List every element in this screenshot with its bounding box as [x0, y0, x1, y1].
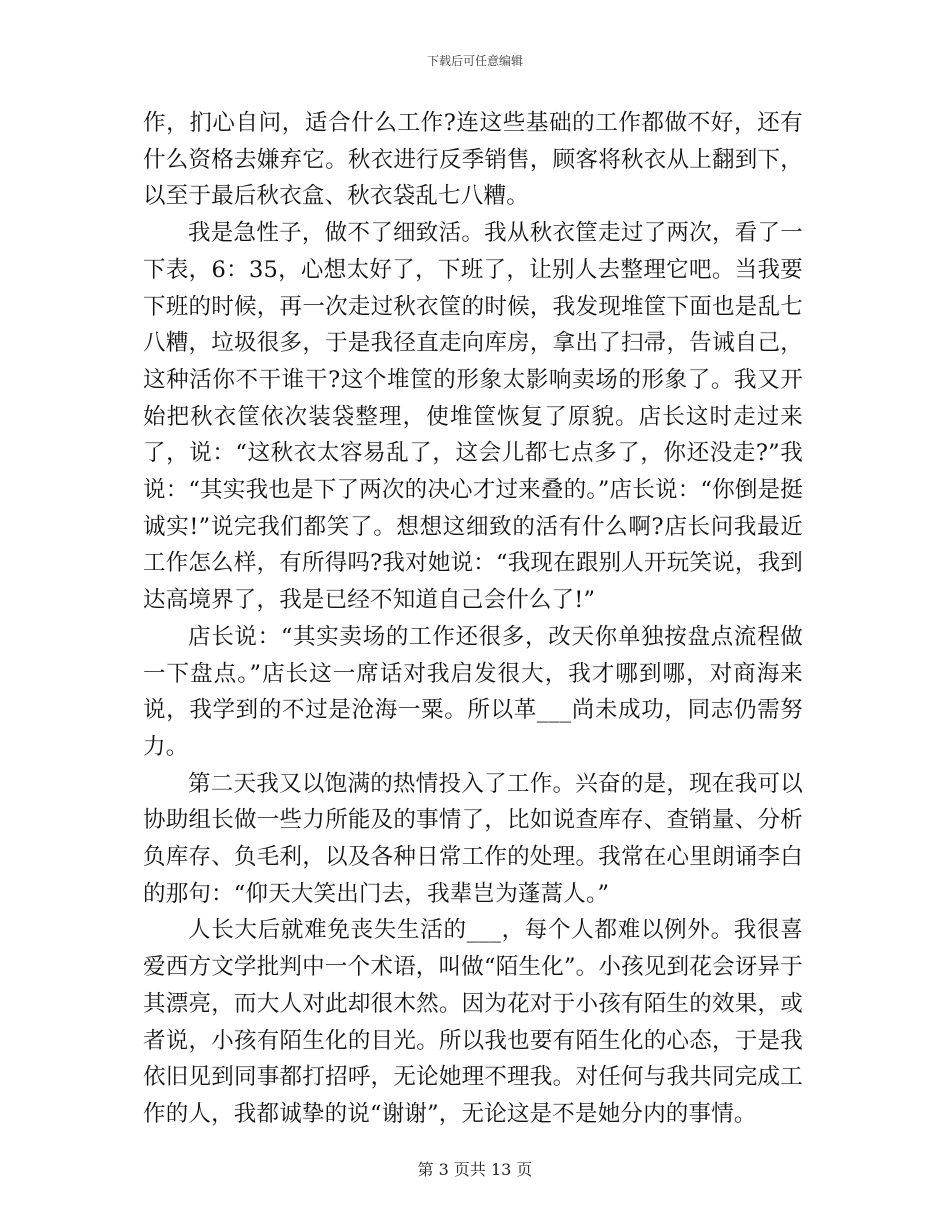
page-header: 下载后可任意编辑: [426, 54, 523, 68]
paragraph-second-day: 第二天我又以饱满的热情投入了工作。兴奋的是，现在我可以协助组长做一些力所能及的事情了，比如说查库存、查销量、分析负库存、负毛利，以及各种日常工作的处理。我常在心里朗诵李白的那句：“仰天大笑出门去，我辈岂为蓬蒿人。”: [143, 770, 803, 907]
paragraph-store-manager: 店长说：“其实卖场的工作还很多，改天你单独按盘点流程做一下盘点。”店长这一席话对我启发很大，我才哪到哪，对商海来说，我学到的不过是沧海一粟。所以革___尚未成功，同志仍需努力。: [143, 623, 803, 760]
paragraph-defamiliarization: 人长大后就难免丧失生活的___，每个人都难以例外。我很喜爱西方文学批判中一个术语，叫做“陌生化”。小孩见到花会讶异于其漂亮，而大人对此却很木然。因为花对于小孩有陌生的效果，或者说，小孩有陌生化的目光。所以我也要有陌生化的心态，于是我依旧见到同事都打招呼，无论她理不理我。对任何与我共同完成工作的人，我都诚挚的说“谢谢”，无论这是不是她分内的事情。: [143, 917, 803, 1127]
paragraph-autumn-clothes: 我是急性子，做不了细致活。我从秋衣筐走过了两次，看了一下表，6：35，心想太好了，下班了，让别人去整理它吧。当我要下班的时候，再一次走过秋衣筐的时候，我发现堆筐下面也是乱七八糟，垃圾很多，于是我径直走向库房，拿出了扫帚，告诫自己，这种活你不干谁干?这个堆筐的形象太影响卖场的形象了。我又开始把秋衣筐依次装袋整理，使堆筐恢复了原貌。店长这时走过来了，说：“这秋衣太容易乱了，这会儿都七点多了，你还没走?”我说：“其实我也是下了两次的决心才过来叠的。”店长说：“你倒是挺诚实!”说完我们都笑了。想想这细致的活有什么啊?店长问我最近工作怎么样，有所得吗?我对她说：“我现在跟别人开玩笑说，我到达高境界了，我是已经不知道自己会什么了!”: [143, 220, 803, 614]
document-body: [143, 105, 803, 1133]
paragraph-continuation: 作，扪心自问，适合什么工作?连这些基础的工作都做不好，还有什么资格去嫌弃它。秋衣进行反季销售，顾客将秋衣从上翻到下，以至于最后秋衣盒、秋衣袋乱七八糟。: [143, 110, 803, 210]
page-number-footer: 第 3 页共 13 页: [417, 1160, 533, 1179]
